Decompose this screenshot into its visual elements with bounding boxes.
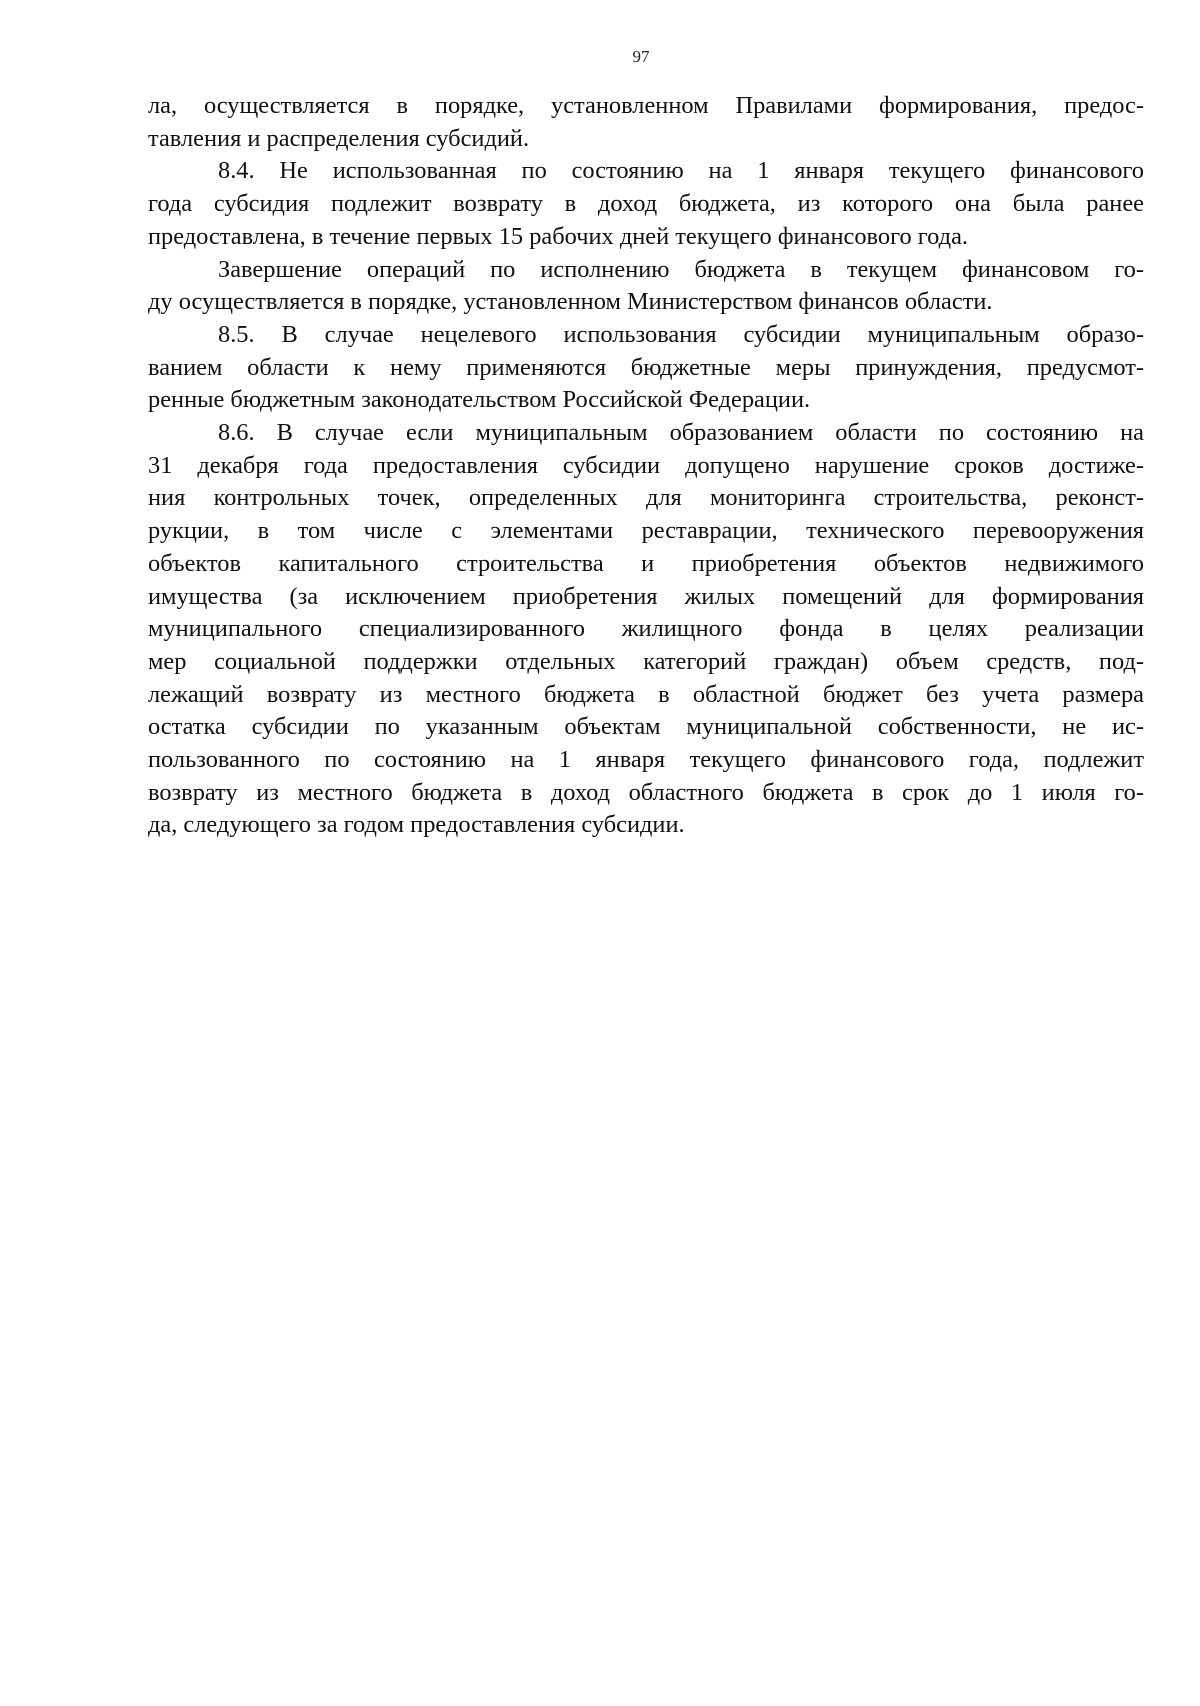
text-line: 8.6. В случае если муниципальным образованием области по состоянию на	[218, 419, 1144, 447]
text-line: рукции, в том числе с элементами реставрации, технического перевооружения	[148, 517, 1144, 545]
text-line: Завершение операций по исполнению бюджета в текущем финансовом го-	[218, 255, 1144, 283]
text-line: ванием области к нему применяются бюджетные меры принуждения, предусмот-	[148, 353, 1144, 381]
text-line: 31 декабря года предоставления субсидии допущено нарушение сроков достиже-	[148, 451, 1144, 479]
text-line: ла, осуществляется в порядке, установленном Правилами формирования, предос-	[148, 92, 1144, 119]
text-line: имущества (за исключением приобретения жилых помещений для формирования	[148, 582, 1144, 610]
page-number: 97	[632, 47, 650, 66]
paragraph-8-6	[148, 417, 1144, 842]
text-line: 8.5. В случае нецелевого использования субсидии муниципальным образо-	[218, 320, 1144, 348]
paragraph-continuation	[148, 90, 1144, 155]
text-line: предоставлена, в течение первых 15 рабочих дней текущего финансового года.	[148, 222, 969, 250]
text-line: лежащий возврату из местного бюджета в областной бюджет без учета размера	[148, 680, 1144, 708]
paragraph-budget-completion	[148, 254, 1144, 319]
text-line: ренные бюджетным законодательством Российской Федерации.	[148, 386, 811, 414]
text-line: ду осуществляется в порядке, установленном Министерством финансов области.	[148, 288, 993, 316]
paragraph-8-4	[148, 155, 1144, 253]
text-line: остатка субсидии по указанным объектам муниципальной собственности, не ис-	[148, 713, 1144, 741]
text-line: пользованного по состоянию на 1 января текущего финансового года, подлежит	[148, 746, 1144, 774]
text-line: возврату из местного бюджета в доход областного бюджета в срок до 1 июля го-	[148, 778, 1144, 806]
text-line: 8.4. Не использованная по состоянию на 1 января текущего финансового	[218, 157, 1144, 185]
text-line: ния контрольных точек, определенных для мониторинга строительства, реконст-	[148, 484, 1144, 512]
paragraph-8-5	[148, 319, 1144, 417]
text-line: муниципального специализированного жилищного фонда в целях реализации	[148, 615, 1144, 643]
text-line: мер социальной поддержки отдельных категорий граждан) объем средств, под-	[148, 647, 1144, 675]
text-line: года субсидия подлежит возврату в доход бюджета, из которого она была ранее	[148, 190, 1144, 218]
document-body	[148, 90, 1144, 842]
text-line: да, следующего за годом предоставления субсидии.	[148, 811, 685, 839]
text-line: объектов капитального строительства и приобретения объектов недвижимого	[148, 549, 1144, 577]
text-line: тавления и распределения субсидий.	[148, 124, 530, 152]
